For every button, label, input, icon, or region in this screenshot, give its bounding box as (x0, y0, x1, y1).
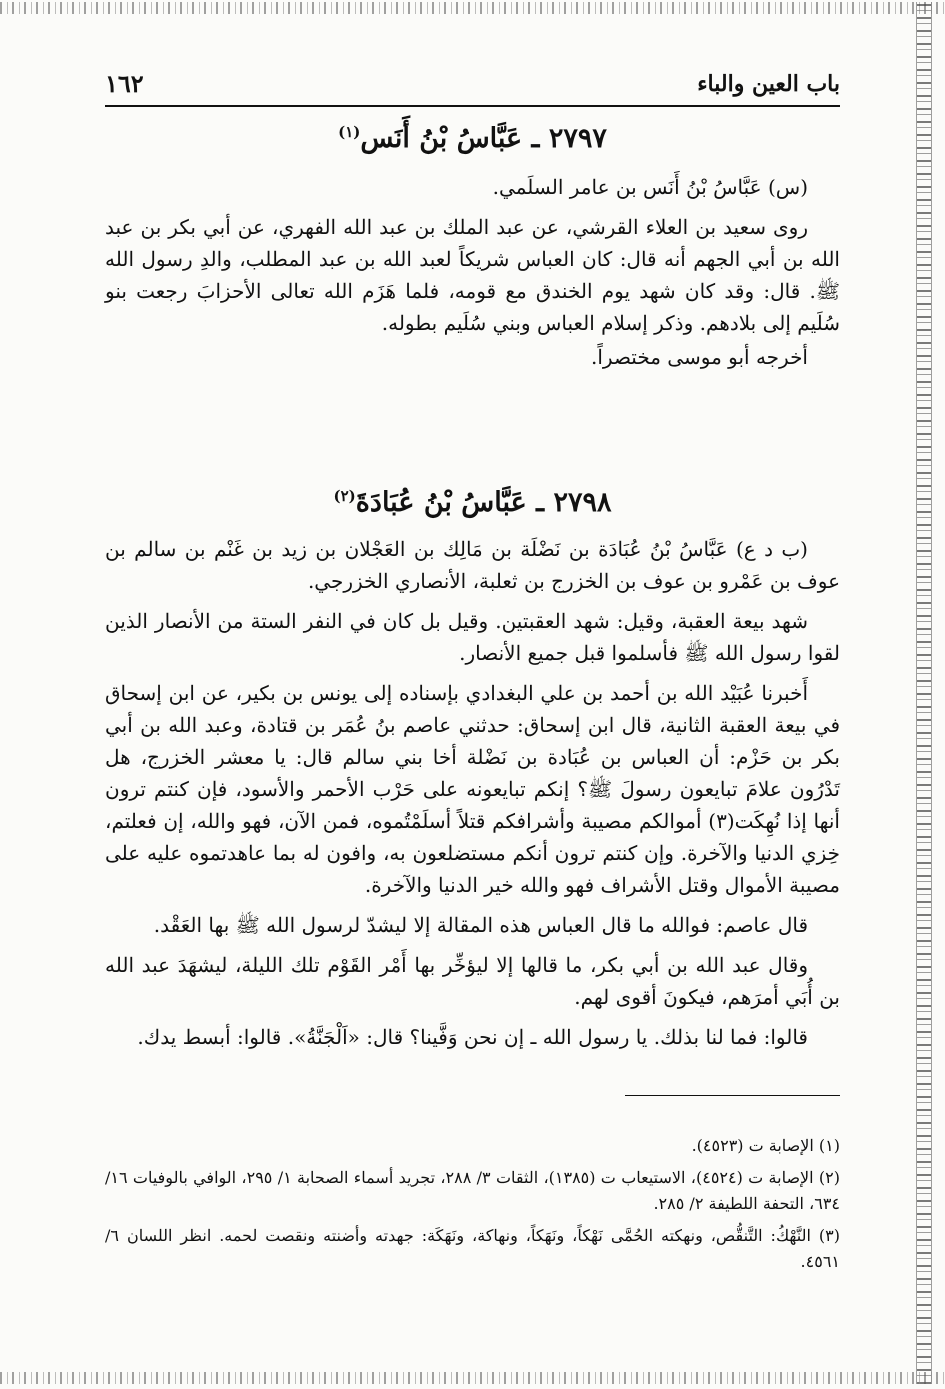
paragraph: روى سعيد بن العلاء القرشي، عن عبد الملك بن عبد الله الفهري، عن أبي بكر بن عبد الله بن أبي الجهم أنه قال: كان العباس شريكاً لعبد الله بن عبد المطلب، والدِ رسول الله ﷺ. قال: وقد كان شهد يوم الخندق مع قومه، فلما هَزَم الله تعالى الأحزابَ رجعت بنو سُلَيم إلى بلادهم. وذكر إسلام العباس وبني سُلَيم بطوله. (105, 215, 840, 335)
paragraph: قالوا: فما لنا بذلك. يا رسول الله ـ إن نحن وَفَّينا؟ قال: «اَلْجَنَّةُ». قالوا: أبسط يدك. (137, 1025, 808, 1049)
paragraph: قال عاصم: فوالله ما قال العباس هذه المقالة إلا ليشدّ لرسول الله ﷺ بها العَقْد. (153, 913, 808, 937)
book-page (105, 55, 840, 1325)
footnote: (٢) الإصابة ت (٤٥٢٤)، الاستيعاب ت (١٣٨٥)، الثقات ٣/ ٢٨٨، تجريد أسماء الصحابة ١/ ٢٩٥، الوافي بالوفيات ١٦/ ٦٣٤، التحفة اللطيفة ٢/ ٢٨٥. (105, 1168, 841, 1213)
paragraph: (ب د ع) عَبَّاسُ بْنُ عُبَادَة بن نَضْلَة بن مَالِك بن العَجْلان بن زيد بن غَنْم بن سالم بن عوف بن عَمْرو بن عوف بن الخزرج بن ثعلبة، الأنصاري الخزرجي. (105, 537, 840, 593)
paragraph: أخرجه أبو موسى مختصراً. (591, 345, 808, 369)
entry-2797-body (105, 171, 840, 373)
entry-2798-body (105, 533, 840, 1053)
running-title: باب العين والباء (697, 71, 840, 97)
right-ornamental-border (916, 2, 932, 1384)
entry-2797-heading (105, 123, 840, 154)
page-number: ١٦٢ (105, 69, 144, 98)
entry-title: ٢٧٩٧ ـ عَبَّاسُ بْنُ أَنَس (360, 123, 607, 154)
footnote: (٣) النَّهْكُ: التَّنقُّص، ونهكته الحُمَّى نَهْكاً، ونَهَكاً، ونهاكة، ونَهَكَة: جهدته وأضنته ونقصت لحمه. انظر اللسان ٦/ ٤٥٦١. (105, 1226, 841, 1271)
footnotes (105, 1133, 840, 1281)
footnote-marker: (١) (338, 123, 361, 141)
footnote-separator (625, 1095, 840, 1096)
paragraph: شهد بيعة العقبة، وقيل: شهد العقبتين. وقيل بل كان في النفر الستة من الأنصار الذين لقوا رسول الله ﷺ فأسلموا قبل جميع الأنصار. (105, 609, 840, 665)
top-ornamental-border (0, 2, 945, 14)
footnote-marker: (٢) (333, 487, 356, 505)
paragraph: (س) عَبَّاسُ بْنُ أَنَس بن عامر السلَمي. (492, 175, 808, 199)
entry-title: ٢٧٩٨ ـ عَبَّاسُ بْنُ عُبَادَةَ (355, 487, 612, 518)
page-header (105, 65, 840, 107)
paragraph: أَخبرنا عُبَيْد الله بن أحمد بن علي البغدادي بإسناده إلى يونس بن بكير، عن ابن إسحاق في بيعة العقبة الثانية، قال ابن إسحاق: حدثني عاصم بنُ عُمَر بن قتادة، وعبد الله بن أبي بكر بن حَزْم: أن العباس بن عُبَادة بن نَضْلة أخا بني سالم قال: يا معشر الخزرج، هل تَدْرُون علامَ تبايعون رسولَ ﷺ؟ إنكم تبايعونه على حَرْب الأحمر والأسود، فإن كنتم ترون أنها إذا نُهِكَت(٣) أموالكم مصيبة وأشرافكم قتلاً أسلَمْتُموه، فمن الآن، فهو والله، إن فعلتم، خِزي الدنيا والآخرة. وإن كنتم ترون أنكم مستضلعون به، وافون له بما عاهدتموه عليه على مصيبة الأموال وقتل الأشراف فهو والله خير الدنيا والآخرة. (105, 681, 840, 897)
footnote: (١) الإصابة ت (٤٥٢٣). (691, 1136, 840, 1155)
paragraph: وقال عبد الله بن أبي بكر، ما قالها إلا ليؤخِّر بها أَمْر القَوْم تلك الليلة، ليشهَدَ عبد الله بن أُبَي أمرَهم، فيكونَ أقوى لهم. (105, 953, 840, 1009)
bottom-ornamental-border (0, 1372, 945, 1384)
entry-2798-heading (105, 487, 840, 518)
